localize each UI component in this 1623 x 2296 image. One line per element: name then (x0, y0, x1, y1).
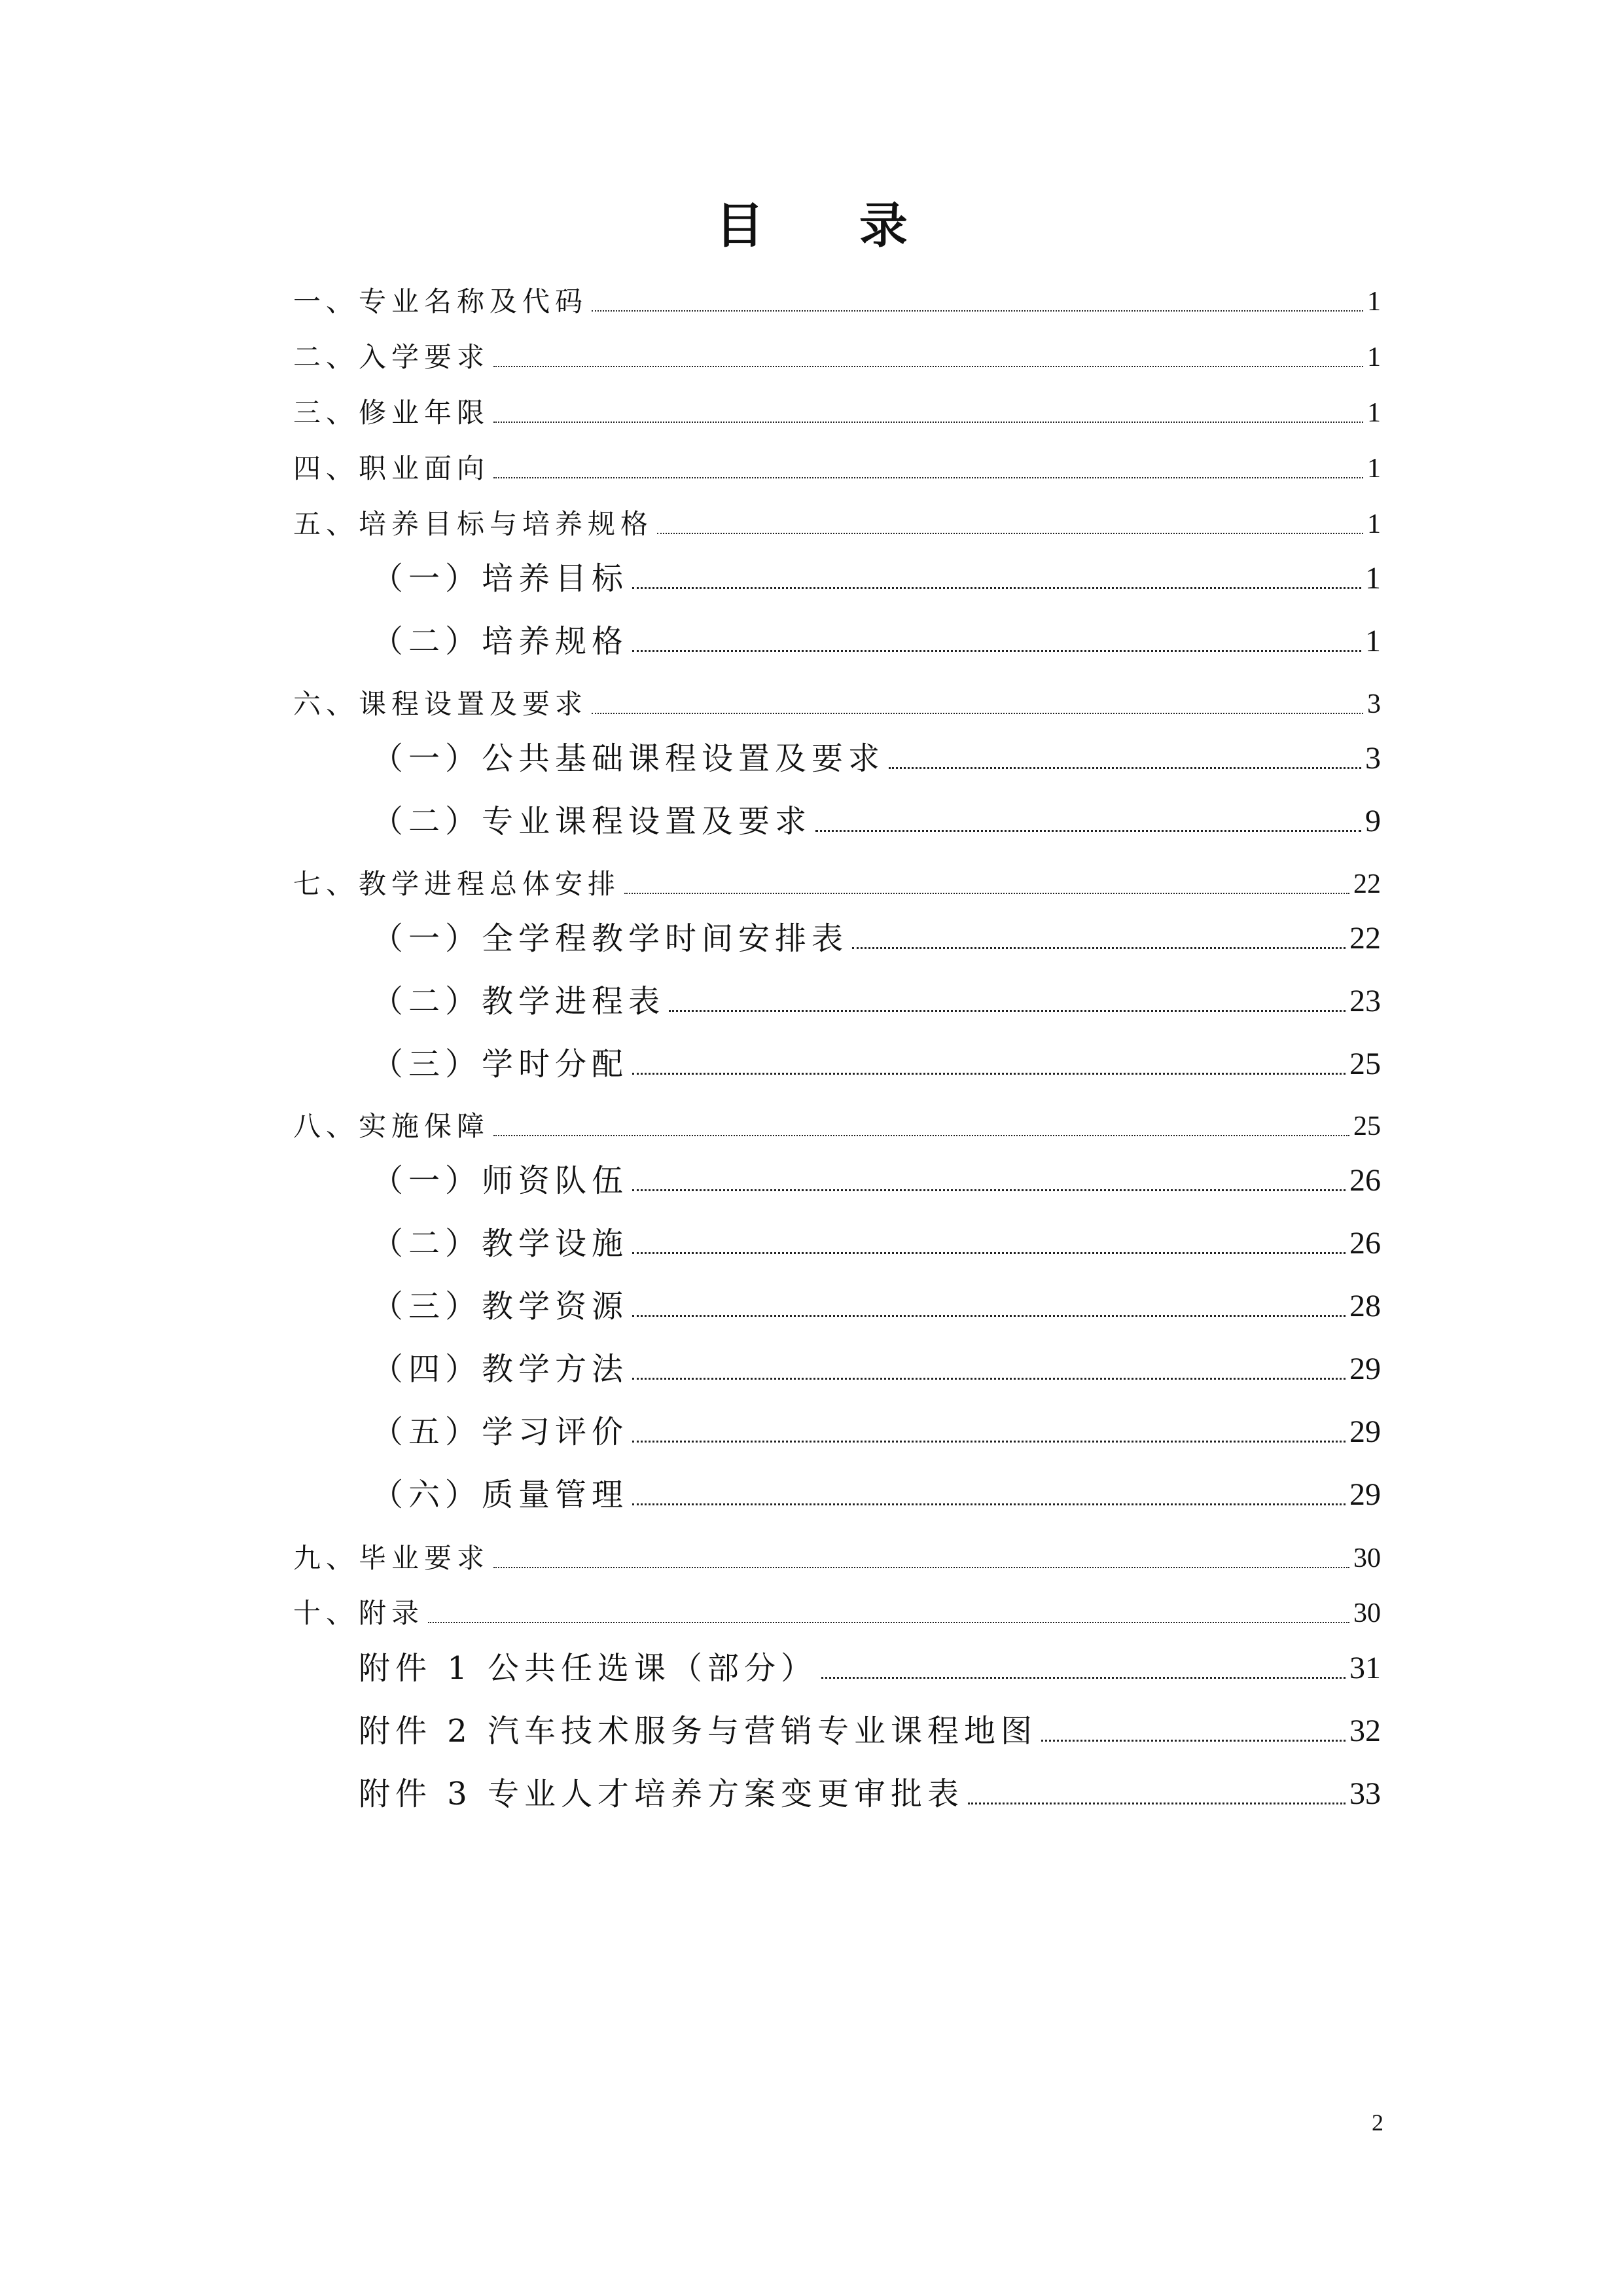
toc-leader-dots (624, 893, 1349, 894)
toc-leader-dots (815, 830, 1361, 832)
toc-entry-label: 七、教学进程总体安排 (293, 868, 621, 900)
toc-entry-page: 1 (1367, 398, 1381, 428)
toc-entry-page: 31 (1349, 1651, 1381, 1685)
toc-entry-page: 23 (1349, 984, 1381, 1018)
toc-leader-dots (493, 422, 1363, 423)
toc-subentry[interactable] (372, 1225, 1381, 1262)
toc-entry-page: 33 (1349, 1776, 1381, 1811)
toc-entry-page: 30 (1353, 1598, 1381, 1628)
toc-subentry[interactable] (372, 1288, 1381, 1325)
toc-entry-label: （一）全学程教学时间安排表 (372, 920, 849, 957)
toc-entry-page: 9 (1365, 804, 1381, 838)
toc-entry[interactable] (293, 399, 1381, 427)
toc-entry-label: 四、职业面向 (293, 452, 490, 484)
toc-entry-page: 26 (1349, 1226, 1381, 1261)
toc-leader-dots (632, 1189, 1346, 1191)
toc-appendix-entry[interactable] (359, 1650, 1381, 1687)
toc-subentry[interactable] (372, 1351, 1381, 1388)
toc-entry-page: 28 (1349, 1289, 1381, 1323)
toc-entry-page: 25 (1353, 1111, 1381, 1141)
toc-subentry[interactable] (372, 1416, 1381, 1448)
toc-entry-label: （一）公共基础课程设置及要求 (372, 740, 885, 777)
toc-leader-dots (632, 650, 1361, 652)
toc-leader-dots (632, 1252, 1346, 1254)
toc-entry[interactable] (293, 452, 1381, 484)
toc-entry-page: 29 (1349, 1477, 1381, 1512)
toc-subentry[interactable] (372, 983, 1381, 1020)
toc-entry-label: 十、附录 (293, 1597, 425, 1629)
toc-leader-dots (493, 477, 1363, 478)
toc-leader-dots (657, 533, 1363, 534)
toc-entry-label: （四）教学方法 (372, 1351, 629, 1388)
toc-entry-page: 1 (1365, 624, 1381, 658)
toc-entry-label: 一、专业名称及代码 (293, 285, 588, 317)
toc-leader-dots (632, 587, 1361, 589)
toc-entry-page: 29 (1349, 1414, 1381, 1449)
toc-entry-page: 1 (1367, 454, 1381, 484)
toc-leader-dots (632, 1315, 1346, 1317)
toc-subentry[interactable] (372, 1162, 1381, 1199)
toc-leader-dots (889, 767, 1361, 769)
toc-entry-page: 1 (1367, 287, 1381, 317)
toc-leader-dots (493, 366, 1363, 367)
toc-entry-page: 30 (1353, 1543, 1381, 1573)
toc-subentry[interactable] (372, 560, 1381, 597)
toc-entry-label: 三、修业年限 (293, 397, 490, 429)
toc-entry-label: （二）教学进程表 (372, 983, 666, 1020)
toc-entry-page: 25 (1349, 1047, 1381, 1081)
toc-entry-page: 22 (1349, 921, 1381, 956)
toc-entry-page: 26 (1349, 1163, 1381, 1198)
toc-entry[interactable] (293, 870, 1381, 898)
toc-entry-label: 六、课程设置及要求 (293, 688, 588, 720)
toc-entry[interactable] (293, 508, 1381, 540)
toc-entry-page: 3 (1367, 689, 1381, 719)
toc-leader-dots (669, 1010, 1346, 1012)
page-number: 2 (1372, 2109, 1383, 2136)
toc-entry-label: 附件 3 专业人才培养方案变更审批表 (359, 1776, 965, 1812)
page-title: 目 录 (715, 198, 947, 254)
toc-entry-label: 五、培养目标与培养规格 (293, 508, 654, 540)
toc-entry-page: 1 (1367, 342, 1381, 372)
toc-entry[interactable] (293, 688, 1381, 720)
toc-leader-dots (968, 1803, 1346, 1804)
toc-entry-page: 1 (1365, 561, 1381, 596)
toc-subentry[interactable] (372, 803, 1381, 840)
toc-appendix-entry[interactable] (359, 1778, 1381, 1810)
toc-subentry[interactable] (372, 623, 1381, 660)
toc-entry-page: 1 (1367, 509, 1381, 539)
toc-entry-page: 32 (1349, 1713, 1381, 1748)
toc-leader-dots (428, 1622, 1349, 1623)
toc-leader-dots (592, 713, 1363, 714)
toc-entry-label: （二）教学设施 (372, 1225, 629, 1262)
toc-entry[interactable] (293, 341, 1381, 373)
toc-leader-dots (493, 1567, 1349, 1568)
toc-entry-label: （二）培养规格 (372, 623, 629, 660)
toc-entry[interactable] (293, 1110, 1381, 1142)
toc-leader-dots (1041, 1740, 1346, 1742)
toc-leader-dots (632, 1378, 1346, 1380)
toc-entry-label: （三）学时分配 (372, 1046, 629, 1083)
toc-subentry[interactable] (372, 920, 1381, 957)
toc-leader-dots (632, 1073, 1346, 1075)
toc-subentry[interactable] (372, 1046, 1381, 1083)
toc-entry[interactable] (293, 1597, 1381, 1629)
toc-entry[interactable] (293, 1542, 1381, 1574)
toc-entry-label: 二、入学要求 (293, 341, 490, 373)
toc-leader-dots (632, 1441, 1346, 1443)
toc-leader-dots (493, 1135, 1349, 1136)
toc-subentry[interactable] (372, 740, 1381, 777)
toc-entry-label: 九、毕业要求 (293, 1542, 490, 1574)
toc-entry-label: （一）培养目标 (372, 560, 629, 597)
toc-entry-label: （三）教学资源 (372, 1288, 629, 1325)
toc-entry-label: 附件 1 公共任选课（部分） (359, 1650, 818, 1687)
toc-entry-label: 附件 2 汽车技术服务与营销专业课程地图 (359, 1713, 1038, 1749)
toc-leader-dots (821, 1677, 1346, 1679)
toc-leader-dots (632, 1503, 1346, 1505)
toc-leader-dots (592, 310, 1363, 312)
toc-appendix-entry[interactable] (359, 1715, 1381, 1747)
toc-entry-label: （二）专业课程设置及要求 (372, 803, 812, 840)
toc-subentry[interactable] (372, 1479, 1381, 1511)
toc-entry-label: （五）学习评价 (372, 1414, 629, 1450)
toc-entry-page: 22 (1353, 869, 1381, 899)
toc-leader-dots (852, 947, 1346, 949)
toc-entry-label: （六）质量管理 (372, 1477, 629, 1513)
toc-entry-page: 29 (1349, 1352, 1381, 1386)
toc-entry[interactable] (293, 285, 1381, 317)
toc-entry-label: 八、实施保障 (293, 1110, 490, 1142)
toc-entry-label: （一）师资队伍 (372, 1162, 629, 1199)
toc-entry-page: 3 (1365, 741, 1381, 776)
